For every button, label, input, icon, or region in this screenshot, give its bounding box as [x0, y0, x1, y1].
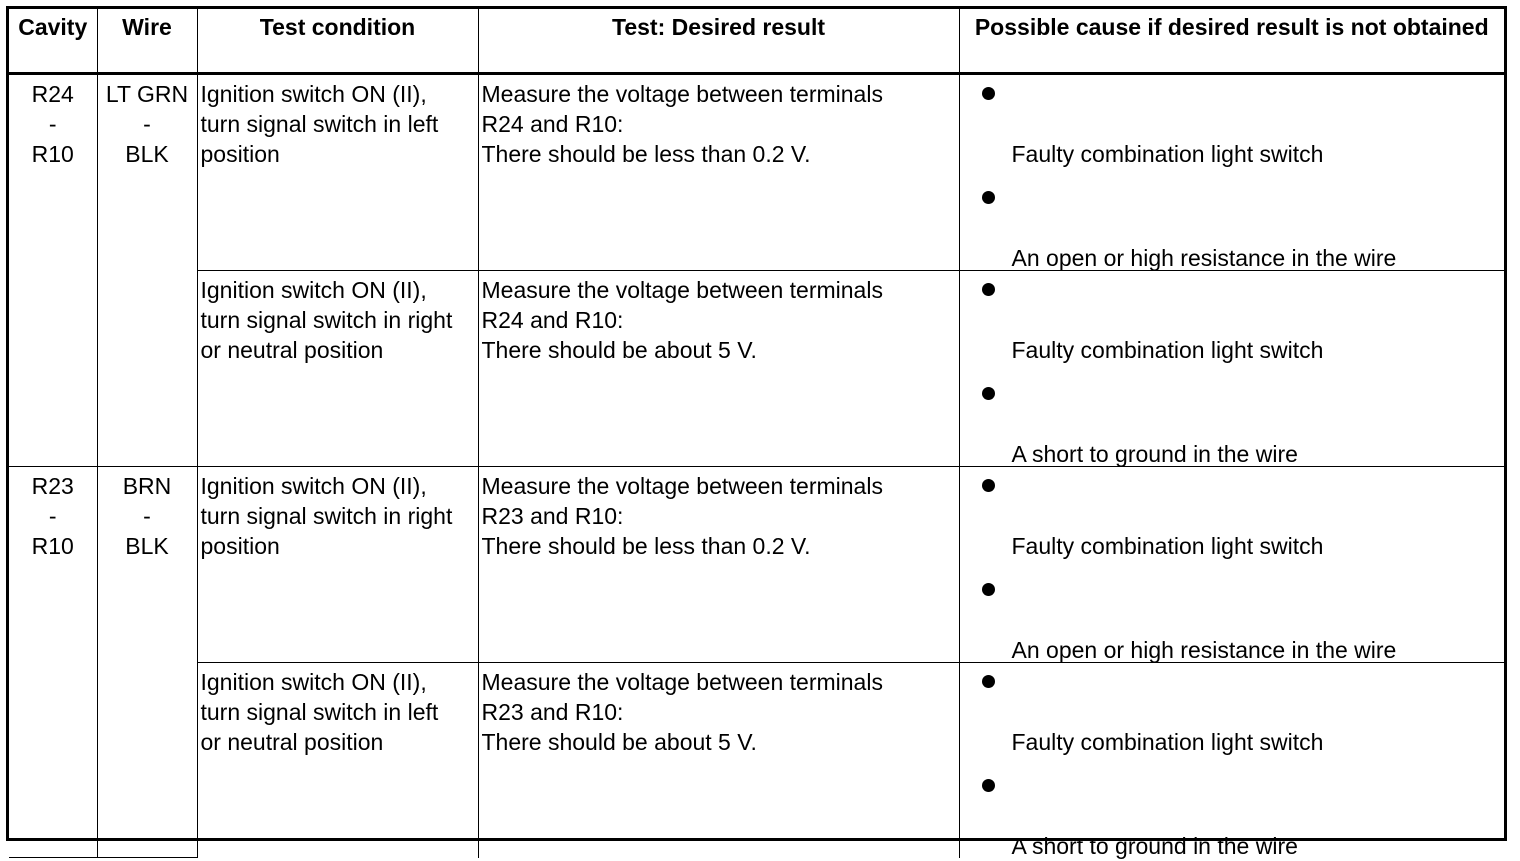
- possible-cause-cell: [959, 466, 1504, 662]
- cause-text: Faulty combination light switch: [1011, 532, 1324, 559]
- cavity-text: R23: [31, 472, 74, 499]
- possible-cause-cell: [959, 662, 1504, 858]
- wire-text: LT GRN: [105, 80, 189, 107]
- condition-text: Ignition switch ON (II),: [200, 668, 427, 695]
- header-wire: Wire: [97, 9, 197, 73]
- cavity-cell: [9, 73, 97, 466]
- result-text: R23 and R10:: [481, 698, 624, 725]
- cavity-text: -: [48, 110, 57, 137]
- condition-text: turn signal switch in left: [200, 698, 439, 725]
- cavity-text: R10: [31, 140, 74, 167]
- header-row: [9, 9, 1504, 73]
- result-text: Measure the voltage between terminals: [481, 472, 883, 499]
- header-cavity: Cavity: [9, 9, 97, 73]
- wire-text: BRN: [122, 472, 172, 499]
- test-condition-cell: [197, 73, 478, 270]
- cause-text: A short to ground in the wire: [1011, 832, 1298, 859]
- condition-text: or neutral position: [200, 336, 384, 363]
- condition-text: Ignition switch ON (II),: [200, 80, 427, 107]
- result-text: Measure the voltage between terminals: [481, 80, 883, 107]
- result-text: Measure the voltage between terminals: [481, 276, 883, 303]
- cause-text: An open or high resistance in the wire: [1011, 244, 1397, 271]
- header-test-condition: Test condition: [197, 9, 478, 73]
- condition-text: turn signal switch in right: [200, 306, 453, 333]
- table-row: [9, 270, 1504, 466]
- result-text: There should be less than 0.2 V.: [481, 532, 811, 559]
- wire-cell: [97, 466, 197, 858]
- cavity-cell: [9, 466, 97, 858]
- bullet-icon: [982, 387, 995, 400]
- bullet-icon: [982, 779, 995, 792]
- cause-text: Faulty combination light switch: [1011, 728, 1324, 755]
- desired-result-cell: [478, 466, 959, 662]
- table-row: [9, 662, 1504, 858]
- header-possible-cause: Possible cause if desired result is not obtained: [959, 9, 1504, 73]
- cavity-text: R10: [31, 532, 74, 559]
- cavity-text: -: [48, 502, 57, 529]
- result-text: There should be about 5 V.: [481, 728, 757, 755]
- condition-text: turn signal switch in left: [200, 110, 439, 137]
- troubleshooting-table-frame: [6, 6, 1507, 859]
- result-text: There should be about 5 V.: [481, 336, 757, 363]
- cause-text: A short to ground in the wire: [1011, 440, 1298, 467]
- troubleshooting-table: [9, 9, 1504, 858]
- condition-text: position: [200, 532, 280, 559]
- table-row: [9, 466, 1504, 662]
- condition-text: or neutral position: [200, 728, 384, 755]
- bullet-icon: [982, 479, 995, 492]
- cavity-text: R24: [31, 80, 74, 107]
- wire-text: -: [143, 502, 151, 529]
- condition-text: position: [200, 140, 280, 167]
- result-text: R24 and R10:: [481, 110, 624, 137]
- wire-cell: [97, 73, 197, 466]
- result-text: R23 and R10:: [481, 502, 624, 529]
- desired-result-cell: [478, 662, 959, 858]
- condition-text: turn signal switch in right: [200, 502, 453, 529]
- result-text: There should be less than 0.2 V.: [481, 140, 811, 167]
- bullet-icon: [982, 87, 995, 100]
- table-row: [9, 73, 1504, 270]
- possible-cause-cell: [959, 73, 1504, 270]
- bullet-icon: [982, 191, 995, 204]
- header-desired-result: Test: Desired result: [478, 9, 959, 73]
- cause-text: Faulty combination light switch: [1011, 140, 1324, 167]
- wire-text: BLK: [125, 140, 169, 167]
- bullet-icon: [982, 283, 995, 296]
- wire-text: -: [143, 110, 151, 137]
- desired-result-cell: [478, 270, 959, 466]
- test-condition-cell: [197, 270, 478, 466]
- wire-text: BLK: [125, 532, 169, 559]
- cause-text: An open or high resistance in the wire: [1011, 636, 1397, 663]
- result-text: R24 and R10:: [481, 306, 624, 333]
- bullet-icon: [982, 583, 995, 596]
- desired-result-cell: [478, 73, 959, 270]
- bullet-icon: [982, 675, 995, 688]
- possible-cause-cell: [959, 270, 1504, 466]
- condition-text: Ignition switch ON (II),: [200, 472, 427, 499]
- cause-text: Faulty combination light switch: [1011, 336, 1324, 363]
- test-condition-cell: [197, 466, 478, 662]
- condition-text: Ignition switch ON (II),: [200, 276, 427, 303]
- test-condition-cell: [197, 662, 478, 858]
- result-text: Measure the voltage between terminals: [481, 668, 883, 695]
